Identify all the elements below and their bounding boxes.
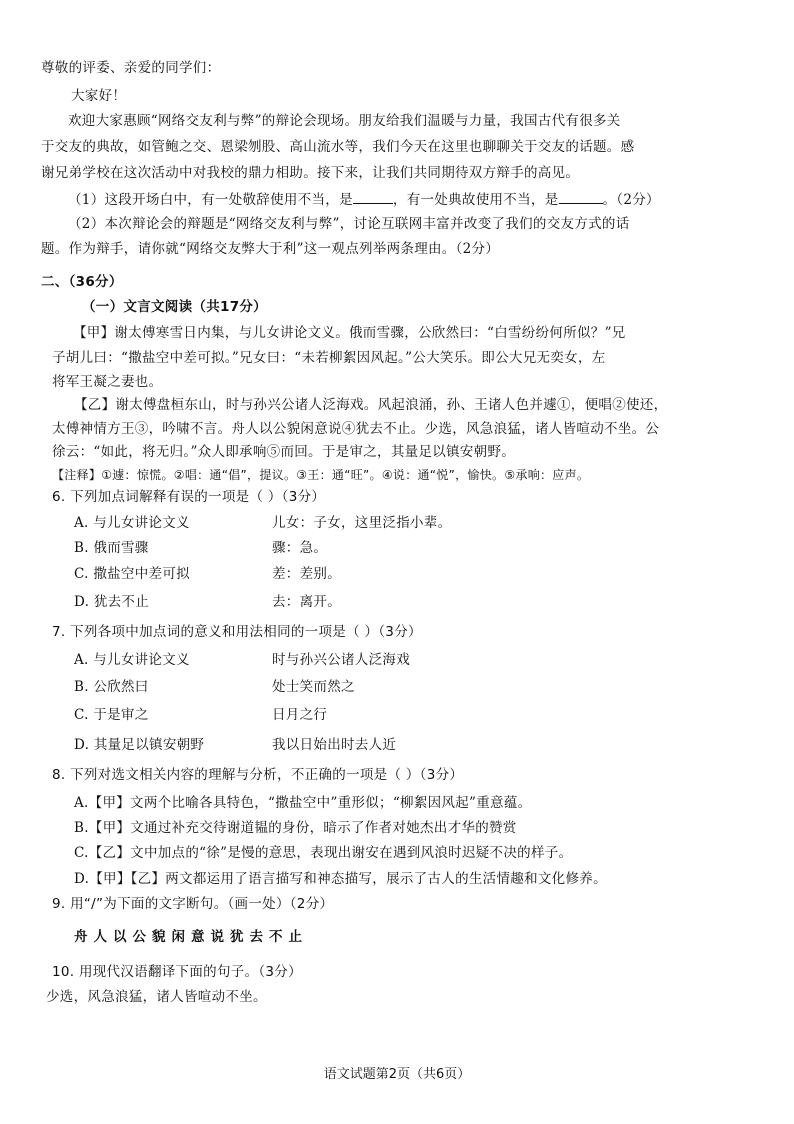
passage-yi-line: 徐云：“如此，将无归。”众人即承响⑤而回。于是审之，其量足以镇安朝野。 [52,444,516,460]
passage-yi-line: 【乙】谢太傅盘桓东山，时与孙兴公诸人泛海戏。风起浪涌，孙、王诸人色并遽①，便唱②使还， [74,397,668,413]
q8-option: D.【甲】【乙】两文都运用了语言描写和神态描写，展示了古人的生活情趣和文化修养。 [74,871,607,887]
q7-option-expl: 日月之行 [272,707,328,723]
greeting: 尊敬的评委、亲爱的同学们： [41,60,221,76]
q6-option-expl: 骤：急。 [272,540,328,556]
q6-option-label: B. 俄而雪骤 [74,540,149,556]
q7-option-expl: 我以日始出时去人近 [272,737,397,753]
question-9-stem: 9. 用“/”为下面的文字断句。（画一处）（2分） [52,896,334,912]
intro-paragraph-line: 于交友的典故，如管鲍之交、恩梁刎股、高山流水等，我们今天在这里也聊聊关于交友的话题。感 [41,139,635,155]
q6-option-label: A. 与儿女讲论文义 [74,515,190,531]
subsection-heading: （一）文言文阅读（共17分） [82,299,267,315]
q7-option-expl: 处士笑而然之 [272,679,355,695]
passage-yi-line: 太傅神情方王③，吟啸不言。舟人以公貌闲意说④犹去不止。少选，风急浪猛，诸人皆喧动不坐。公 [52,421,660,437]
q7-option-label: C. 于是审之 [74,707,149,723]
hello: 大家好！ [71,88,127,104]
question-6-stem: 6. 下列加点词解释有误的一项是（ ）（3分） [52,489,326,505]
q7-option-expl: 时与孙兴公诸人泛海戏 [272,652,410,668]
intro-paragraph-line: 谢兄弟学校在这次活动中对我校的鼎力相助。接下来，让我们共同期待双方辩手的高见。 [41,165,580,181]
q8-option: C.【乙】文中加点的“徐”是慢的意思，表现出谢安在遇到风浪时迟疑不决的样子。 [74,845,573,861]
q7-option-label: A. 与儿女讲论文义 [74,652,190,668]
question-2-line: 题。作为辩手，请你就“网络交友弊大于利”这一观点列举两条理由。（2分） [41,241,500,257]
question-1-text: ，有一处典故使用不当，是 [392,192,559,208]
question-8-stem: 8. 下列对选文相关内容的理解与分析，不正确的一项是（ ）（3分） [52,767,464,783]
passage-jia-line: 将军王凝之妻也。 [52,374,163,390]
q6-option-label: C. 撒盐空中差可拟 [74,566,190,582]
intro-paragraph-line: 欢迎大家惠顾“网络交友利与弊”的辩论会现场。朋友给我们温暖与力量，我国古代有很多关 [68,113,621,129]
question-1-score: 。（2分） [602,192,660,208]
question-10-stem: 10. 用现代汉语翻译下面的句子。（3分） [52,964,302,980]
q10-sentence: 少选，风急浪猛，诸人皆喧动不坐。 [46,989,267,1005]
q8-option: B.【甲】文通过补充交待谢道韫的身份，暗示了作者对她杰出才华的赞赏 [74,820,517,836]
q7-option-label: B. 公欣然曰 [74,679,149,695]
q7-option-label: D. 其量足以镇安朝野 [74,737,205,753]
q9-sentence: 舟人以公貌闲意说犹去不止 [74,929,308,945]
q6-option-label: D. 犹去不止 [74,594,150,610]
answer-blank[interactable] [353,189,393,204]
section-heading: 二、（36分） [41,274,123,290]
question-2: （2）本次辩论会的辩题是“网络交友利与弊”，讨论互联网丰富并改变了我们的交友方式的话 [68,216,630,232]
passage-jia-line: 子胡儿曰：“撒盐空中差可拟。”兄女曰：“未若柳絮因风起。”公大笑乐。即公大兄无奕女，左 [52,350,606,366]
question-1-text: （1）这段开场白中，有一处敬辞使用不当，是 [68,192,353,208]
q8-option: A.【甲】文两个比喻各具特色，“撒盐空中”重形似；“柳絮因风起”重意蕴。 [74,795,532,811]
question-7-stem: 7. 下列各项中加点词的意义和用法相同的一项是（ ）（3分） [52,624,422,640]
q6-option-expl: 差：差别。 [272,566,341,582]
passage-jia-line: 【甲】谢太傅寒雪日内集，与儿女讲论文义。俄而雪骤，公欣然曰：“白雪纷纷何所似？”兄 [73,325,626,341]
q6-option-expl: 儿女：子女，这里泛指小辈。 [272,515,452,531]
annotation-note: 【注释】①遽：惊慌。②唱：通“倡”，提议。③王：通“旺”。④说：通“悦”，愉快。⑤承响：应声。 [52,468,590,482]
page-footer: 语文试题第2页（共6页） [323,1067,471,1082]
question-1 [68,189,660,210]
answer-blank[interactable] [559,189,603,204]
q6-option-expl: 去：离开。 [272,594,341,610]
